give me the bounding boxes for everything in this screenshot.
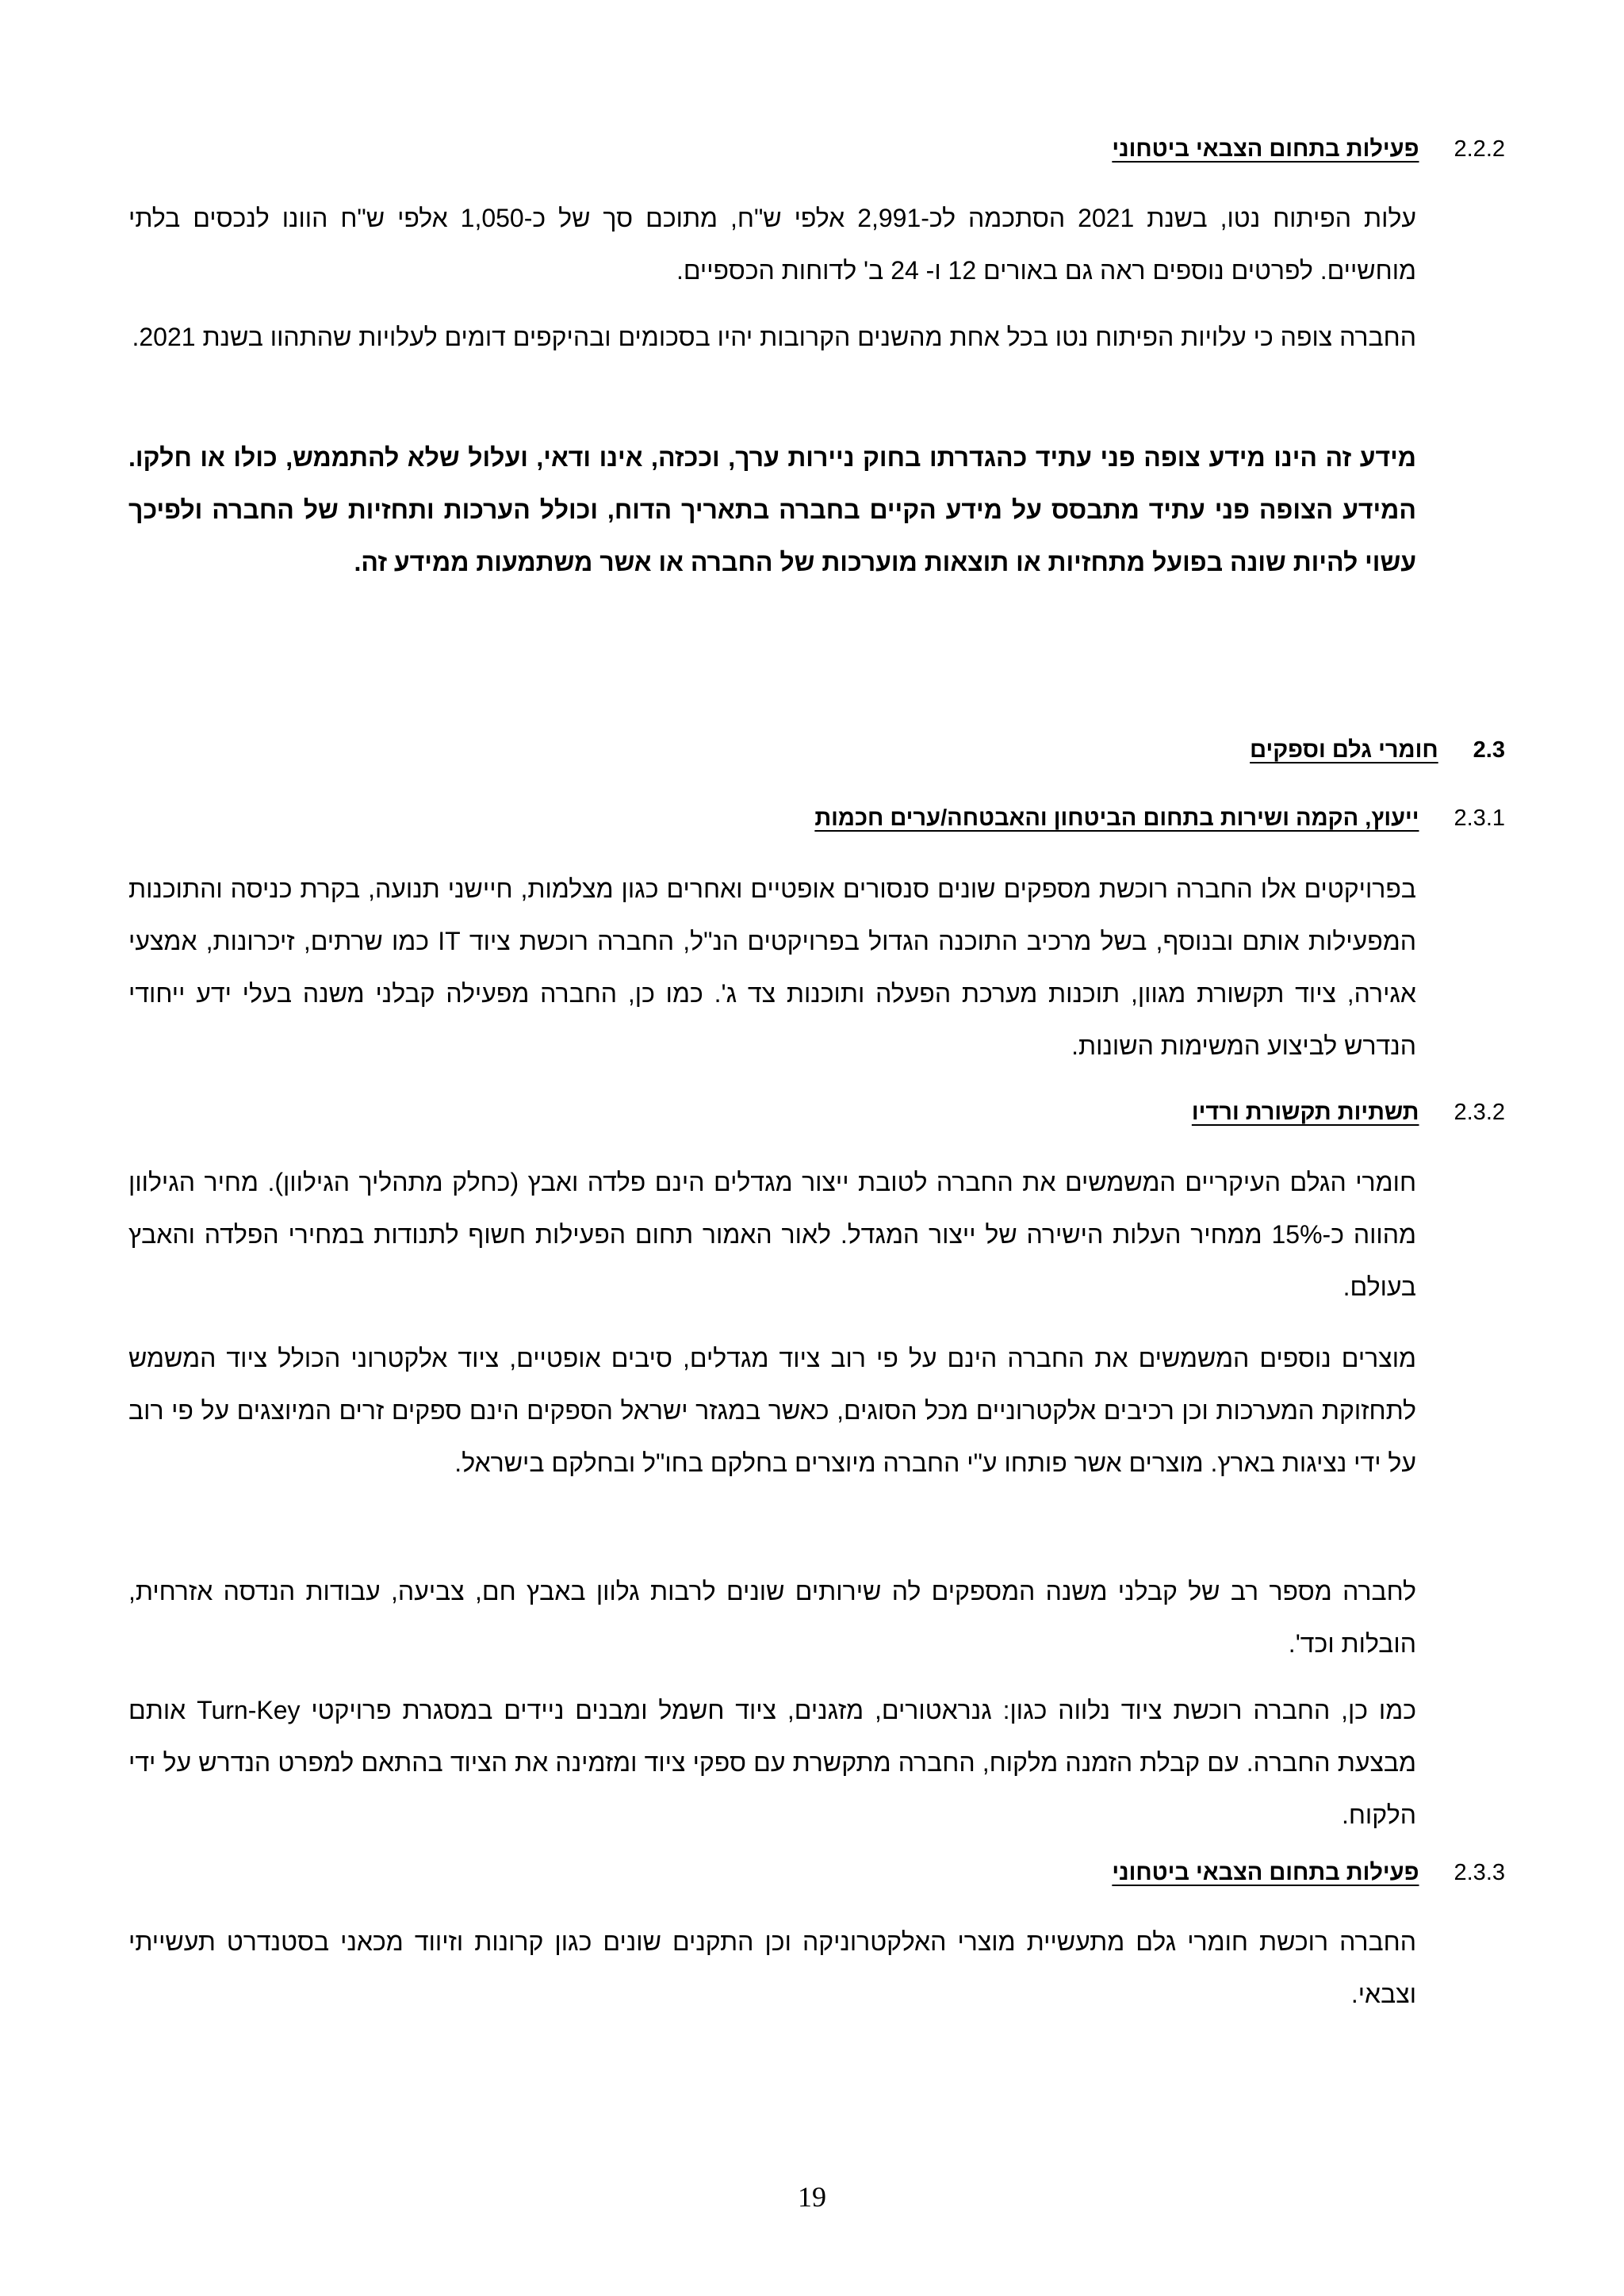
paragraph-additional-products: מוצרים נוספים המשמשים את החברה הינם על פי רוב ציוד מגדלים, סיבים אופטיים, ציוד אלקטרוני הכולל ציוד המשמש לתחזוקת המערכות וכן רכיבים אלקטרוניים מכל הסוגים, כאשר במגזר ישראל הספקים הינם ספקים זרים המיוצגים על פי רוב על ידי נציגות בארץ. מוצרים אשר פותחו ע"י החברה מיוצרים בחלקם בחו"ל ובחלקם בישראל. xyxy=(128,1344,1416,1477)
section-heading-2-3 xyxy=(1250,734,1505,766)
section-title: חומרי גלם וספקים xyxy=(1250,737,1438,763)
section-heading-2-3-2 xyxy=(1192,1096,1505,1128)
section-heading-2-2-2 xyxy=(1112,133,1505,165)
paragraph-development-costs: עלות הפיתוח נטו, בשנת 2021 הסתכמה לכ-2,991 אלפי ש"ח, מתוכם סך של כ-1,050 אלפי ש"ח הוונו לנכסים בלתי מוחשיים. לפרטים נוספים ראה גם באורים 12 ו- 24 ב' לדוחות הכספיים. xyxy=(128,204,1417,285)
section-title: ייעוץ, הקמה ושירות בתחום הביטחון והאבטחה/ערים חכמות xyxy=(814,806,1419,831)
page-number: 19 xyxy=(798,2181,826,2213)
section-number: 2.3.1 xyxy=(1454,806,1505,831)
paragraph-raw-materials: חומרי הגלם העיקריים המשמשים את החברה לטובת ייצור מגדלים הינם פלדה ואבץ (כחלק מתהליך הגילוון). מחיר הגילוון מהווה כ-15% ממחיר העלות הישירה של ייצור המגדל. לאור האמור תחום הפעילות חשוף לתנודות במחירי הפלדה והאבץ בעולם. xyxy=(128,1168,1417,1301)
paragraph-forward-looking-statement: מידע זה הינו מידע צופה פני עתיד כהגדרתו בחוק ניירות ערך, וככזה, אינו ודאי, ועלול שלא להתממש, כולו או חלקו. המידע הצופה פני עתיד מתבסס על מידע הקיים בחברה בתאריך הדוח, וכולל הערכות ותחזיות של החברה ולפיכך עשוי להיות שונה בפועל מתחזיות או תוצאות מוערכות של החברה או אשר משתמעות ממידע זה. xyxy=(128,443,1416,576)
paragraph-security-projects: בפרויקטים אלו החברה רוכשת מספקים שונים סנסורים אופטיים ואחרים כגון מצלמות, חיישני תנועה, בקרת כניסה והתוכנות המפעילות אותם ובנוסף, בשל מרכיב התוכנה הגדול בפרויקטים הנ"ל, החברה רוכשת ציוד IT כמו שרתים, זיכרונות, אמצעי אגירה, ציוד תקשורת מגוון, תוכנות מערכת הפעלה ותוכנות צד ג'. כמו כן, החברה מפעילה קבלני משנה בעלי ידע ייחודי הנדרש לביצוע המשימות השונות. xyxy=(128,874,1417,1060)
section-title: פעילות בתחום הצבאי ביטחוני xyxy=(1112,1860,1419,1885)
paragraph-expected-costs: החברה צופה כי עלויות הפיתוח נטו בכל אחת מהשנים הקרובות יהיו בסכומים ובהיקפים דומים לעלויות שהתהוו בשנת 2021. xyxy=(132,323,1416,351)
section-number: 2.3.3 xyxy=(1454,1860,1505,1885)
paragraph-ancillary-equipment: כמו כן, החברה רוכשת ציוד נלווה כגון: גנראטורים, מזגנים, ציוד חשמל ומבנים ניידים במסגרת פרויקטי Turn-Key אותם מבצעת החברה. עם קבלת הזמנה מלקוח, החברה מתקשרת עם ספקי ציוד ומזמינה את הציוד בהתאם למפרט הנדרש על ידי הלקוח. xyxy=(128,1696,1417,1829)
section-heading-2-3-1 xyxy=(814,802,1505,834)
paragraph-subcontractors: לחברה מספר רב של קבלני משנה המספקים לה שירותים שונים לרבות גלוון באבץ חם, צביעה, עבודות הנדסה אזרחית, הובלות וכד'. xyxy=(128,1577,1416,1658)
section-title: תשתיות תקשורת ורדיו xyxy=(1191,1100,1419,1125)
section-number: 2.2.2 xyxy=(1454,136,1505,162)
section-title: פעילות בתחום הצבאי ביטחוני xyxy=(1112,136,1419,162)
section-number: 2.3 xyxy=(1473,737,1505,763)
section-heading-2-3-3 xyxy=(1112,1857,1505,1888)
paragraph-military-materials: החברה רוכשת חומרי גלם מתעשיית מוצרי האלקטרוניקה וכן התקנים שונים כגון קרונות וזיווד מכאני בסטנדרט תעשייתי וצבאי. xyxy=(128,1927,1416,2008)
section-number: 2.3.2 xyxy=(1454,1100,1505,1125)
